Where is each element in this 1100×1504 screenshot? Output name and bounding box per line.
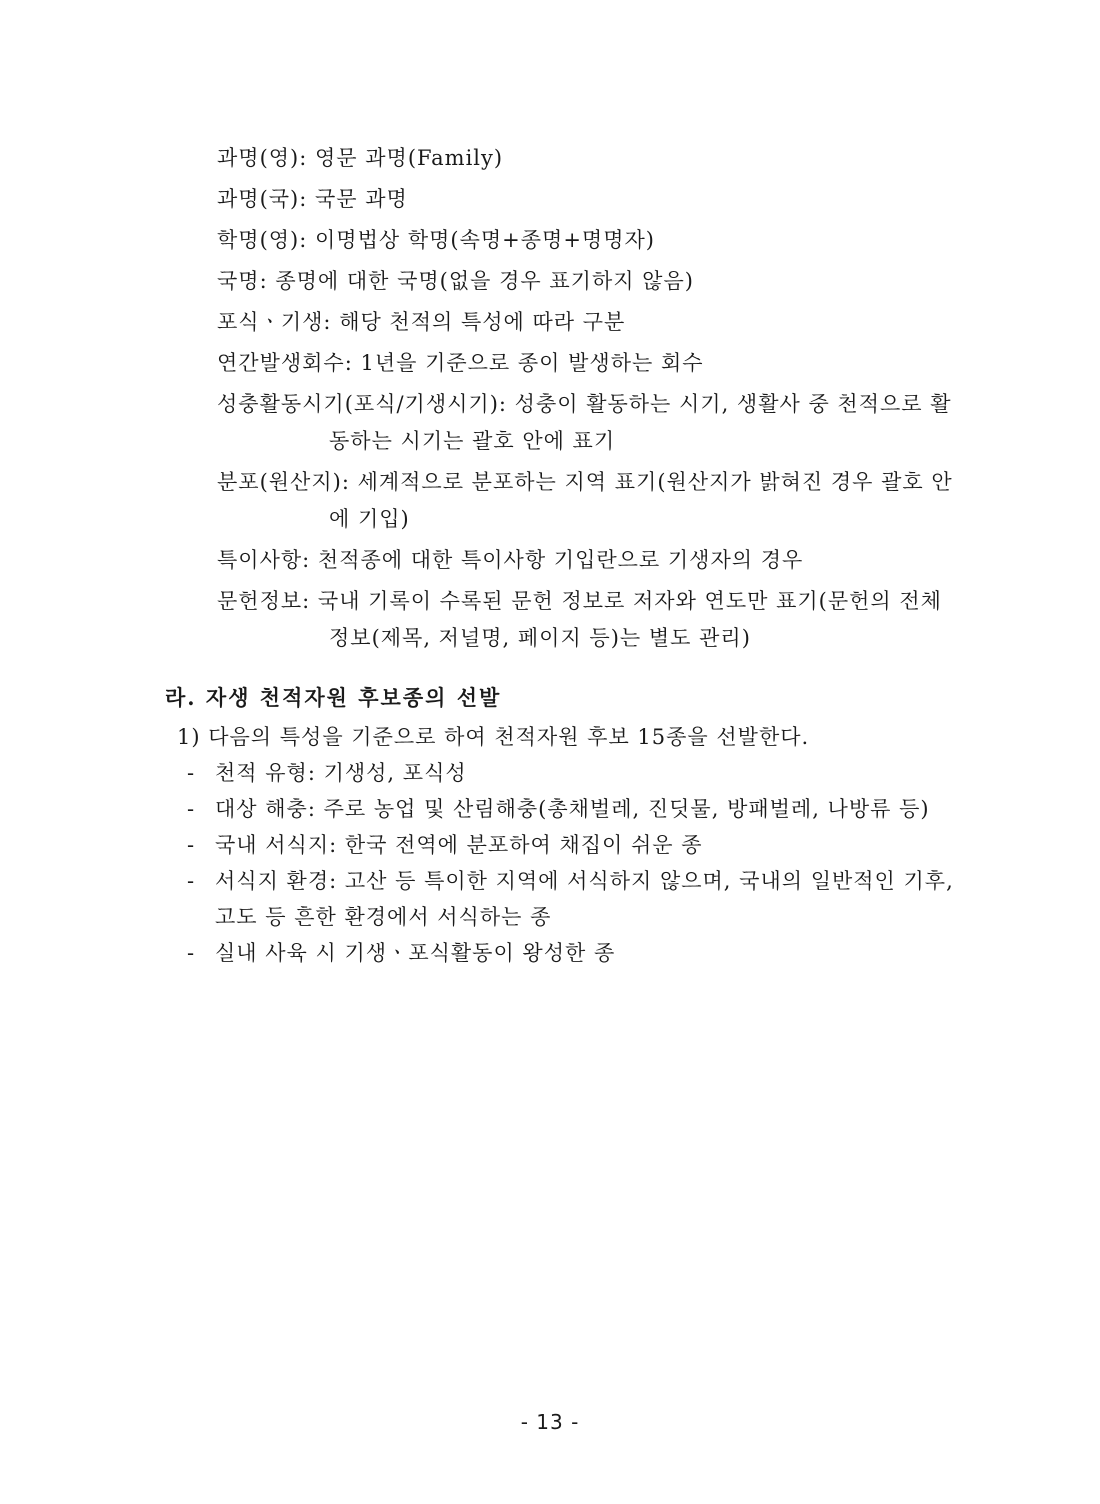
criteria-intro: 1) 다음의 특성을 기준으로 하여 천적자원 후보 15종을 선발한다. — [177, 725, 810, 749]
criteria-text: 국내 서식지: 한국 전역에 분포하여 채집이 쉬운 종 — [215, 833, 703, 857]
field-definition-item — [217, 542, 957, 579]
field-description: 이명법상 학명(속명+종명+명명자) — [315, 228, 655, 252]
field-definition-item — [217, 181, 957, 218]
criteria-text: 대상 해충: 주로 농업 및 산림해충(총채벌레, 진딧물, 방패벌레, 나방류 등) — [215, 797, 930, 821]
criteria-item — [187, 755, 962, 791]
section-heading: 라. 자생 천적자원 후보종의 선발 — [165, 685, 502, 710]
field-description: 해당 천적의 특성에 따라 구분 — [339, 310, 626, 334]
field-definition-item — [217, 583, 957, 657]
criteria-item — [187, 791, 962, 827]
field-label: 학명(영): — [217, 228, 315, 252]
dash-marker: - — [187, 869, 196, 893]
field-definition-list — [217, 140, 957, 661]
dash-marker: - — [187, 761, 196, 785]
field-definition-item — [217, 304, 957, 341]
field-definition-item — [217, 263, 957, 300]
field-label: 국명: — [217, 269, 276, 293]
criteria-item — [187, 863, 962, 935]
field-definition-item — [217, 222, 957, 259]
criteria-item — [187, 935, 962, 971]
field-label: 연간발생회수: — [217, 351, 361, 375]
dash-marker: - — [187, 941, 196, 965]
dash-marker: - — [187, 797, 196, 821]
field-description: 천적종에 대한 특이사항 기입란으로 기생자의 경우 — [317, 548, 804, 572]
criteria-list — [187, 755, 962, 971]
field-definition-item — [217, 464, 957, 538]
criteria-text: 천적 유형: 기생성, 포식성 — [215, 761, 467, 785]
page-number: - 13 - — [520, 1410, 580, 1434]
field-description: 성충이 활동하는 시기, 생활사 중 천적으로 활동하는 시기는 괄호 안에 표기 — [329, 392, 952, 453]
field-description: 세계적으로 분포하는 지역 표기(원산지가 밝혀진 경우 괄호 안에 기입) — [329, 470, 953, 531]
field-label: 분포(원산지): — [217, 470, 358, 494]
criteria-text: 서식지 환경: 고산 등 특이한 지역에 서식하지 않으며, 국내의 일반적인 기후, 고도 등 흔한 환경에서 서식하는 종 — [215, 869, 954, 929]
field-description: 1년을 기준으로 종이 발생하는 회수 — [360, 351, 704, 375]
criteria-item — [187, 827, 962, 863]
field-description: 국내 기록이 수록된 문헌 정보로 저자와 연도만 표기(문헌의 전체 정보(제목, 저널명, 페이지 등)는 별도 관리) — [317, 589, 942, 650]
criteria-text: 실내 사육 시 기생ㆍ포식활동이 왕성한 종 — [215, 941, 616, 965]
field-definition-item — [217, 345, 957, 382]
field-description: 국문 과명 — [315, 187, 408, 211]
dash-marker: - — [187, 833, 196, 857]
field-definition-item — [217, 140, 957, 177]
field-description: 종명에 대한 국명(없을 경우 표기하지 않음) — [275, 269, 694, 293]
field-label: 특이사항: — [217, 548, 318, 572]
field-label: 과명(국): — [217, 187, 315, 211]
field-label: 포식ㆍ기생: — [217, 310, 340, 334]
field-definition-item — [217, 386, 957, 460]
field-label: 문헌정보: — [217, 589, 318, 613]
field-label: 과명(영): — [217, 146, 315, 170]
field-description: 영문 과명(Family) — [315, 146, 504, 170]
field-label: 성충활동시기(포식/기생시기): — [217, 392, 515, 416]
